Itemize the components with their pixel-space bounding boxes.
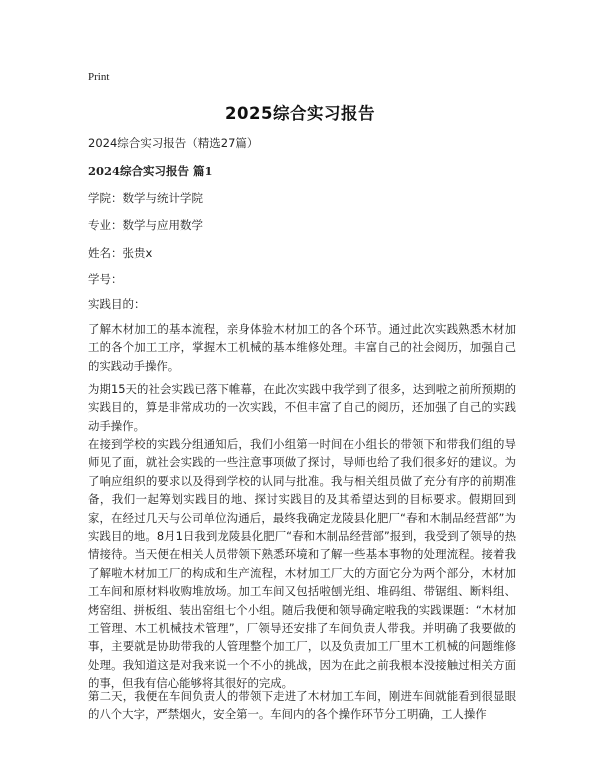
field-major: 专业：数学与应用数学 bbox=[88, 218, 203, 232]
section-heading: 2024综合实习报告 篇1 bbox=[88, 164, 213, 178]
field-student-id: 学号： bbox=[88, 272, 123, 286]
paragraph: 了解木材加工的基本流程，亲身体验木材加工的各个环节。通过此次实践熟悉木材加工的各个加工工序，掌握木工机械的基本维修处理。丰富自己的社会阅历，加强自己的实践动手操作。 bbox=[88, 322, 516, 373]
field-college: 学院：数学与统计学院 bbox=[88, 191, 203, 205]
paragraph: 第二天，我便在车间负责人的带领下走进了木材加工车间，刚进车间就能看到很显眼的八个大字，严禁烟火，安全第一。车间内的各个操作环节分工明确，工人操作 bbox=[88, 689, 516, 722]
field-name: 姓名：张贵x bbox=[88, 246, 153, 260]
document-title: 2025综合实习报告 bbox=[225, 104, 375, 123]
print-label[interactable]: Print bbox=[88, 71, 110, 83]
paragraph: 在接到学校的实践分组通知后，我们小组第一时间在小组长的带领下和带我们组的导师见了面，就社会实践的一些注意事项做了探讨，导师也给了我们很多好的建议。为了响应组织的要求以及得到学校的认同与批准。我与相关组员做了充分有序的前期准备，我们一起筹划实践目的地、探讨实践目的及其希望达到的目标要求。假期回到家，在经过几天与公司单位沟通后，最终我确定龙陵县化肥厂“春和木制品经营部”为实践目的地。8月1日我到龙陵县化肥厂“春和木制品经营部”报到，我受到了领导的热情接待。当天便在相关人员带领下熟悉环境和了解一些基本事物的处理流程。接着我了解啦木材加工厂的构成和生产流程，木材加工厂大的方面它分为两个部分，木材加工车间和原材料收购堆放场。加工车间又包括啦刨光组、堆码组、带锯组、断料组、烤窑组、拼板组、装出窑组七个小组。随后我便和领导确定啦我的实践课题：“木材加工管理、木工机械技术管理”，厂领导还安排了车间负责人带我。并明确了我要做的事，主要就是协助带我的人管理整个加工厂，以及负责加工厂里木工机械的问题维修处理。我知道这是对我来说一个不小的挑战，因为在此之前我根本没接触过相关方面的事，但我有信心能够将其很好的完成。 bbox=[88, 437, 516, 691]
paragraph: 为期15天的社会实践已落下帷幕，在此次实践中我学到了很多，达到啦之前所预期的实践目的，算是非常成功的一次实践，不但丰富了自己的阅历，还加强了自己的实践动手操作。 bbox=[88, 382, 516, 433]
field-purpose-label: 实践目的： bbox=[88, 297, 146, 311]
document-subtitle: 2024综合实习报告（精选27篇） bbox=[88, 136, 259, 150]
